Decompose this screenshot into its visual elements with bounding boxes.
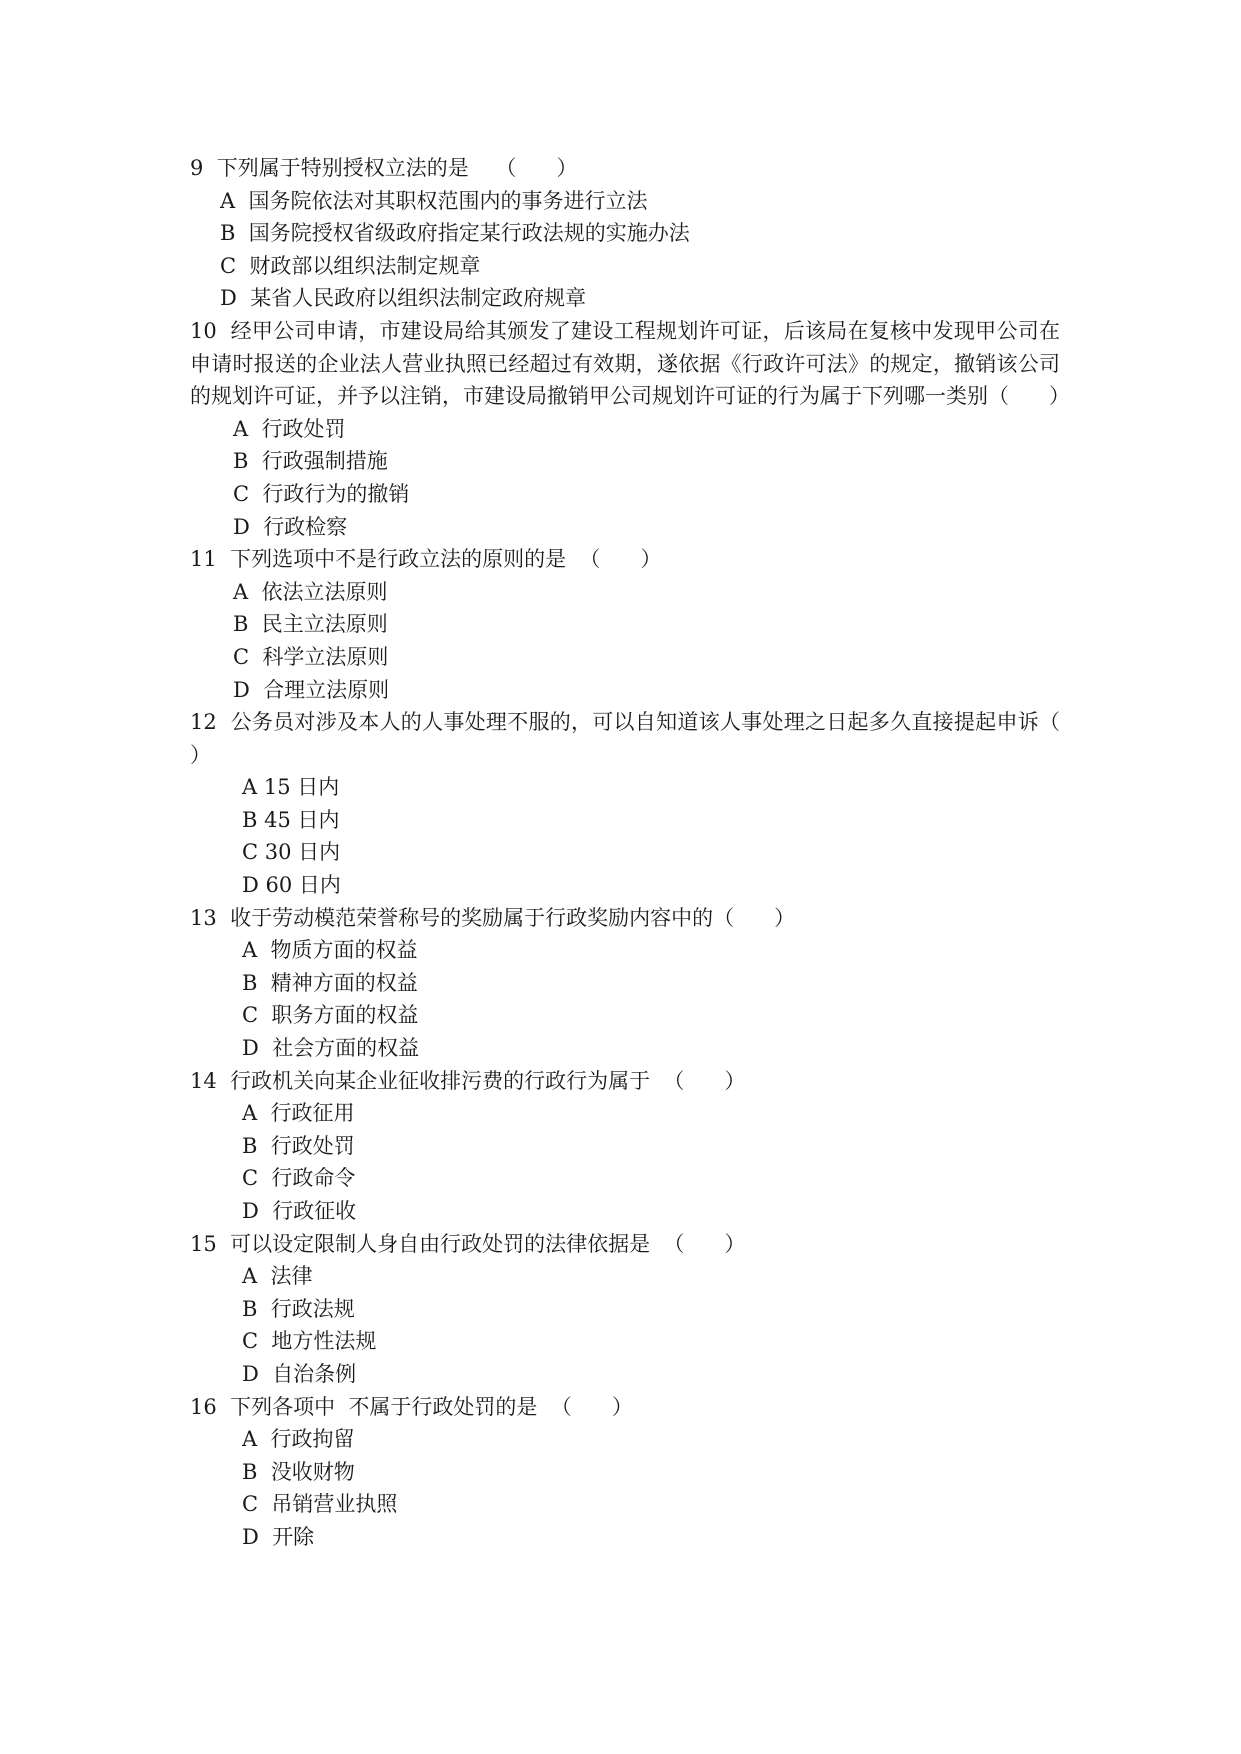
option-c: C 行政行为的撤销 <box>233 481 410 506</box>
question-stem: 13 收于劳动模范荣誉称号的奖励属于行政奖励内容中的（ ） <box>190 905 796 930</box>
option-a: A 15 日内 <box>242 775 340 800</box>
option-b: B 45 日内 <box>242 807 340 832</box>
option-c: C 吊销营业执照 <box>242 1492 398 1517</box>
option-c: C 行政命令 <box>242 1166 356 1191</box>
option-b: B 行政处罚 <box>242 1133 355 1158</box>
question-11 <box>190 543 1060 706</box>
question-stem: 9 下列属于特别授权立法的是 （ ） <box>190 156 578 180</box>
question-stem: 15 可以设定限制人身自由行政处罚的法律依据是 （ ） <box>190 1231 746 1256</box>
option-d: D 自治条例 <box>242 1361 357 1386</box>
option-a: A 物质方面的权益 <box>242 938 418 963</box>
question-stem: 10 经甲公司申请，市建设局给其颁发了建设工程规划许可证，后该局在复核中发现甲公司在申请时报送的企业法人营业执照已经超过有效期，遂依据《行政许可法》的规定，撤销该公司的规划许可证，并予以注销，市建设局撤销甲公司规划许可证的行为属于下列哪一类别（ ） <box>190 318 1071 409</box>
option-a: A 行政拘留 <box>242 1427 355 1452</box>
option-b: B 民主立法原则 <box>233 612 388 637</box>
option-c: C 职务方面的权益 <box>242 1003 419 1028</box>
option-c: C 地方性法规 <box>242 1329 377 1354</box>
question-stem: 14 行政机关向某企业征收排污费的行政行为属于 （ ） <box>190 1068 746 1093</box>
option-b: B 行政法规 <box>242 1296 355 1321</box>
question-16 <box>190 1391 1060 1554</box>
option-d: D 合理立法原则 <box>233 677 390 702</box>
option-d: D 行政征收 <box>242 1199 357 1223</box>
question-13 <box>190 902 1060 1065</box>
question-stem: 16 下列各项中 不属于行政处罚的是 （ ） <box>190 1394 633 1419</box>
option-b: B 行政强制措施 <box>233 449 388 474</box>
question-stem: 11 下列选项中不是行政立法的原则的是 （ ） <box>190 547 662 572</box>
option-a: A 国务院依法对其职权范围内的事务进行立法 <box>220 188 648 213</box>
question-stem: 12 公务员对涉及本人的人事处理不服的，可以自知道该人事处理之日起多久直接提起申诉（ ） <box>190 710 1101 767</box>
option-d: D 行政检察 <box>233 514 348 539</box>
option-a: A 行政征用 <box>242 1101 355 1126</box>
option-a: A 法律 <box>242 1264 313 1289</box>
option-b: B 国务院授权省级政府指定某行政法规的实施办法 <box>220 221 690 246</box>
option-c: C 财政部以组织法制定规章 <box>220 253 481 278</box>
question-10 <box>190 315 1071 543</box>
question-12 <box>190 706 1101 902</box>
option-d: D 某省人民政府以组织法制定政府规章 <box>220 286 587 311</box>
option-b: B 没收财物 <box>242 1459 355 1484</box>
question-9 <box>190 152 1060 315</box>
option-d: D 60 日内 <box>242 873 341 898</box>
option-a: A 行政处罚 <box>233 416 346 441</box>
option-d: D 开除 <box>242 1524 315 1549</box>
option-c: C 30 日内 <box>242 840 341 865</box>
option-c: C 科学立法原则 <box>233 644 389 669</box>
option-a: A 依法立法原则 <box>233 579 388 604</box>
question-document <box>190 152 1101 1554</box>
question-14 <box>190 1065 1060 1228</box>
question-15 <box>190 1228 1060 1391</box>
option-b: B 精神方面的权益 <box>242 970 418 995</box>
option-d: D 社会方面的权益 <box>242 1036 420 1061</box>
